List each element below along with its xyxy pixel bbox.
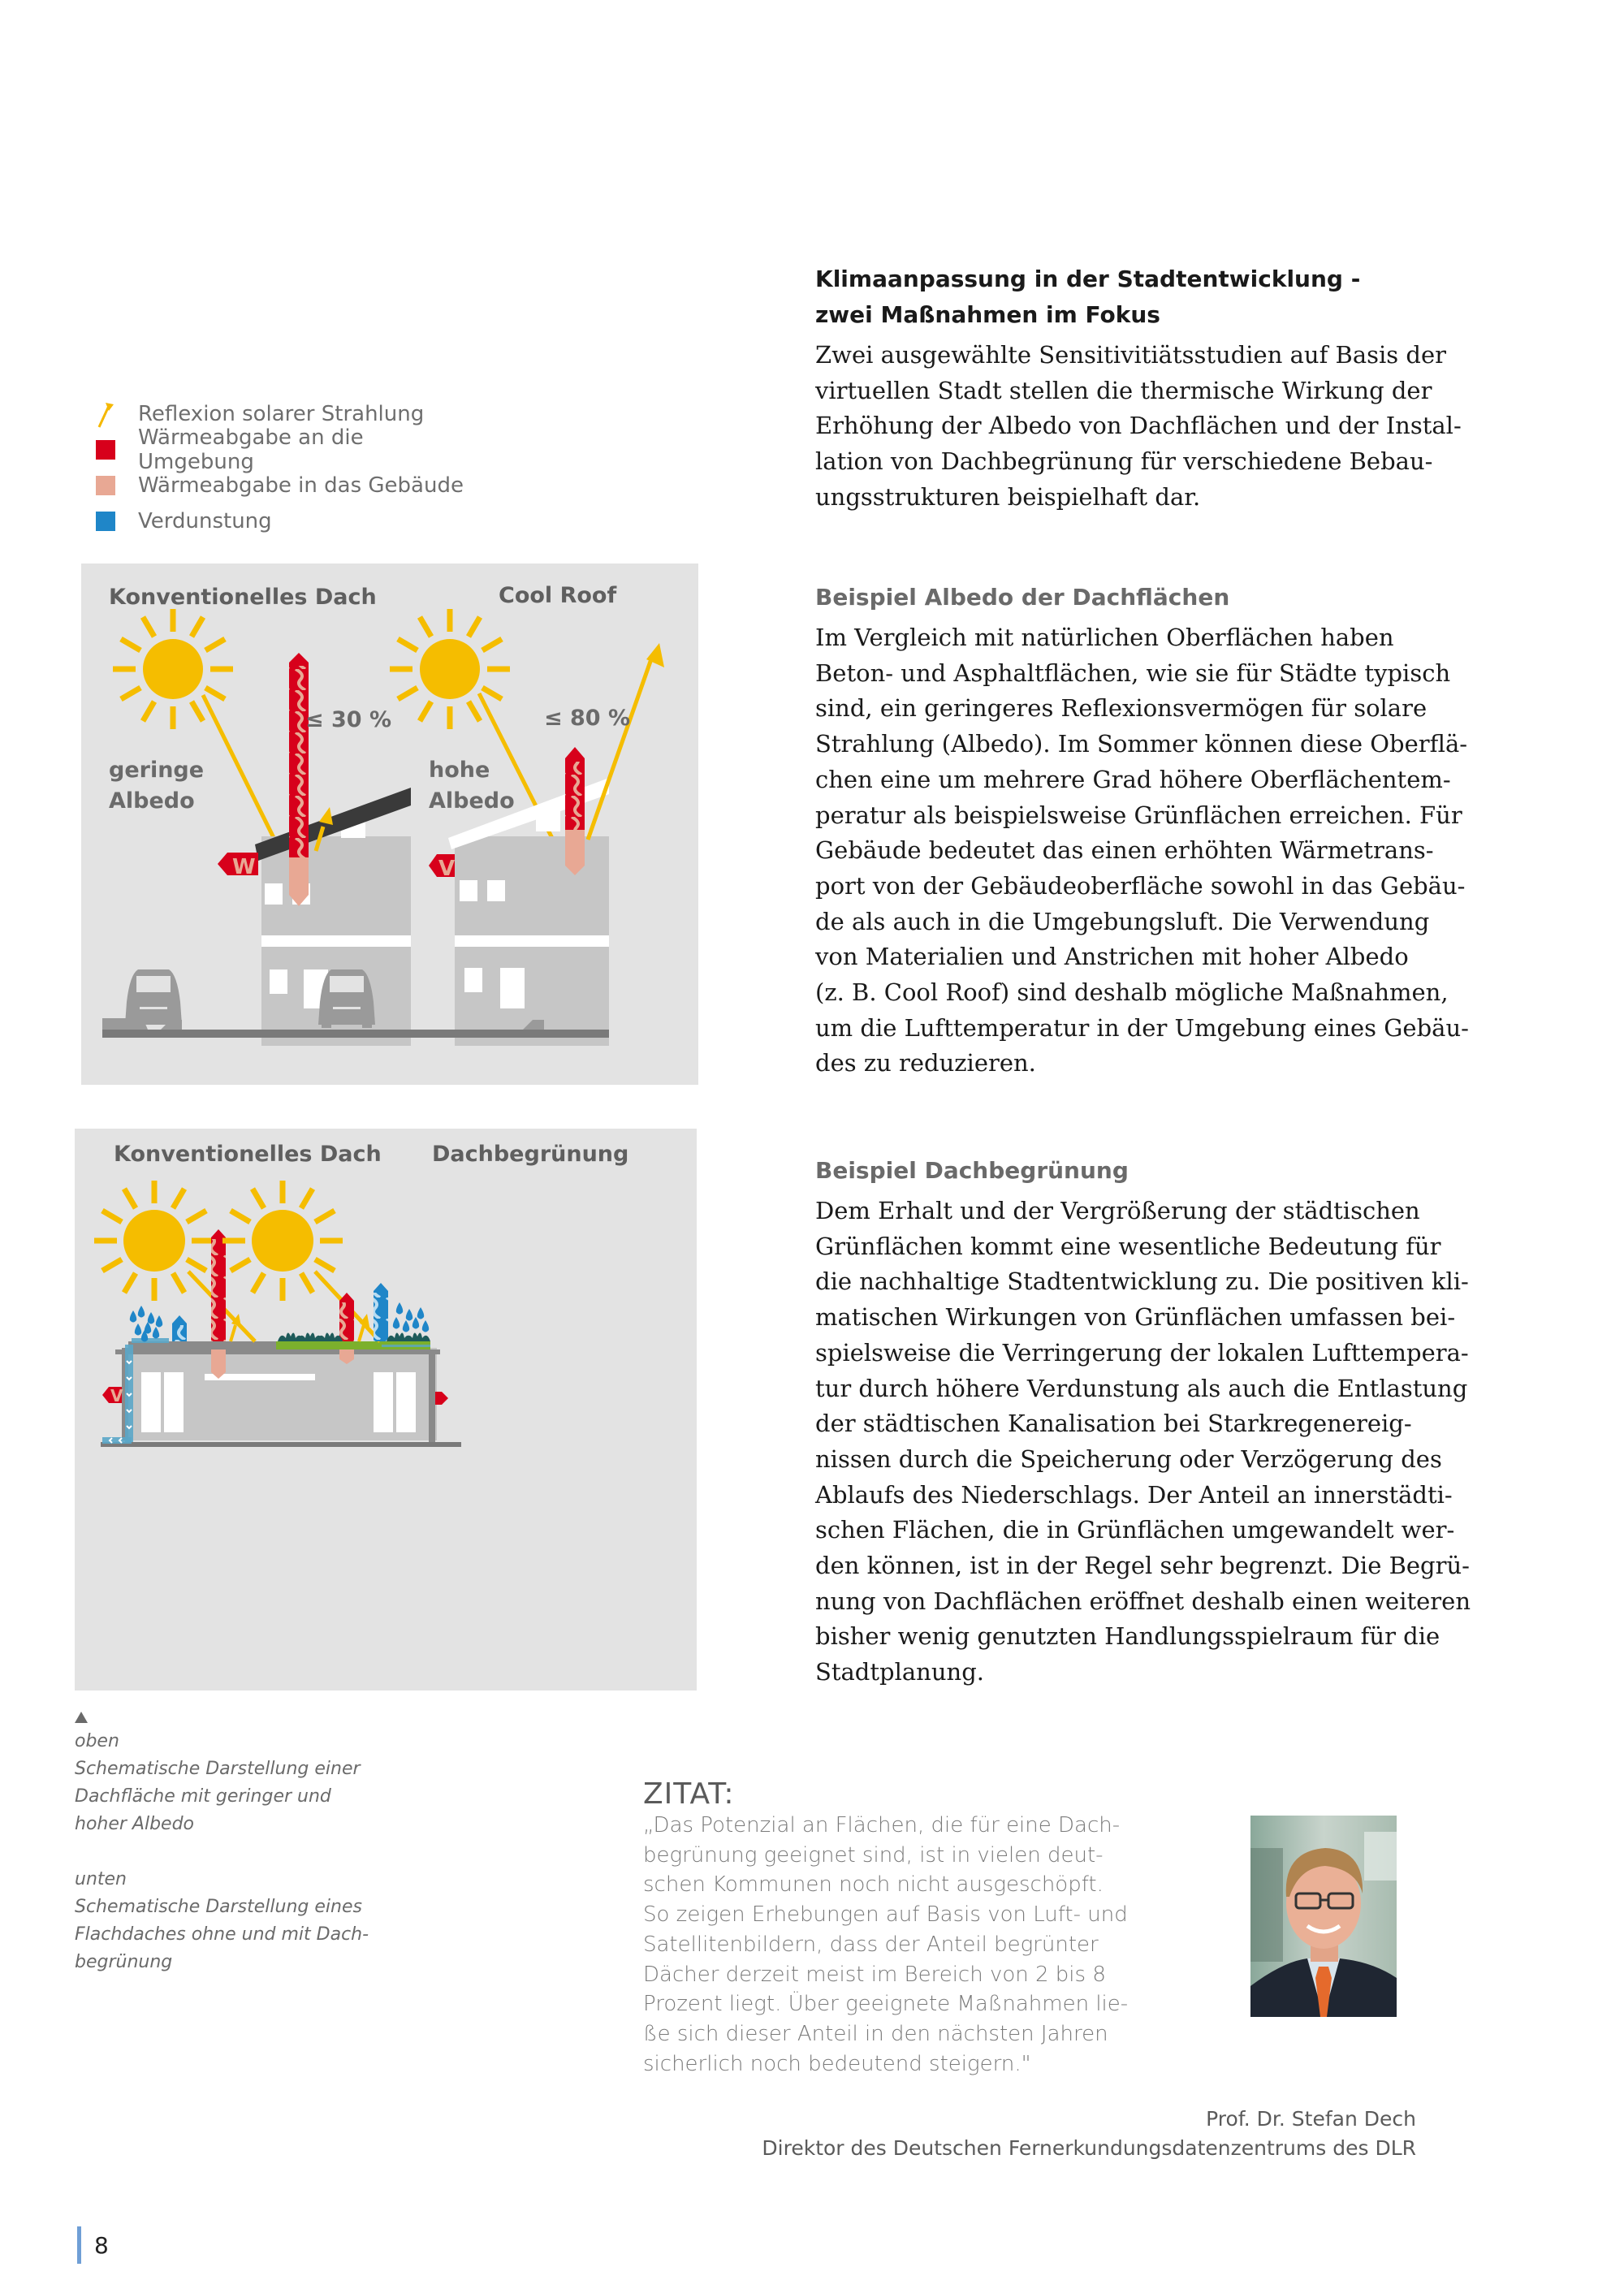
text-line: des zu reduzieren.: [815, 1049, 1036, 1077]
page-number: [77, 2226, 109, 2264]
label-green-roof: Dachbegrünung: [432, 1142, 629, 1167]
up-triangle-icon: [75, 1712, 88, 1723]
quote-line: begrünung geeignet sind, ist in vielen deut-: [643, 1842, 1104, 1868]
quote-line: Prozent liegt. Über geeignete Maßnahmen lie-: [643, 1992, 1129, 2017]
text-line: Dem Erhalt und der Vergrößerung der städtischen: [815, 1197, 1420, 1224]
quote-text: [643, 1811, 1212, 2079]
diagram-legend: [96, 396, 486, 539]
albedo-diagram: [81, 564, 698, 1085]
heat-out-arrow: [565, 747, 585, 836]
text-line: Zwei ausgewählte Sensitivitiätsstudien auf Basis der: [815, 341, 1446, 369]
ground: [296, 1030, 609, 1038]
article-title: [815, 261, 1530, 333]
label-cool-roof: Cool Roof: [499, 583, 617, 608]
caption-line: hoher Albedo: [75, 1814, 195, 1834]
green-roof-diagram: [75, 1129, 697, 1691]
salmon-square-icon: [96, 476, 115, 495]
quote-line: schen Kommunen noch nicht ausgeschöpft.: [643, 1872, 1104, 1898]
reflection-value-high: ≤ 80 %: [544, 706, 631, 731]
legend-item-heat-in: [96, 468, 486, 503]
figure-caption: [75, 1712, 400, 1976]
section-paragraph: [815, 1194, 1530, 1691]
quote-title: ZITAT:: [643, 1777, 735, 1811]
sun-icon: [390, 609, 510, 729]
reflection-arrow-large: [588, 643, 664, 840]
note-line: Albedo: [109, 788, 195, 814]
text-line: Strahlung (Albedo). Im Sommer können diese Oberflä-: [815, 730, 1468, 758]
rain-drops: [393, 1302, 429, 1332]
legend-label: Wärmeabgabe an die Umgebung: [138, 425, 364, 474]
text-line: ungsstrukturen beispielhaft dar.: [815, 482, 1201, 511]
side-heat-arrow: [218, 853, 258, 879]
note-line: Albedo: [429, 788, 515, 814]
text-line: lation von Dachbegrünung für verschiedene Bebau-: [815, 447, 1433, 476]
text-line: tur durch höhere Verdunstung als auch die Entlastung: [815, 1374, 1468, 1402]
svg-text:V: V: [110, 1386, 123, 1406]
author-name: Prof. Dr. Stefan Dech: [1206, 2107, 1416, 2131]
evaporation-arrow-small: [172, 1315, 187, 1341]
text-line: nung von Dachflächen eröffnet deshalb einen weiteren: [815, 1587, 1471, 1615]
text-line: um die Lufttemperatur in der Umgebung eines Gebäu-: [815, 1013, 1469, 1042]
legend-item-heat-out: [96, 425, 486, 474]
article-intro: [815, 261, 1530, 516]
text-line: sind, ein geringeres Reflexionsvermögen für solare: [815, 694, 1427, 723]
heat-out-arrow: [339, 1293, 354, 1341]
quote-line: „Das Potenzial an Flächen, die für eine Dach-: [643, 1813, 1121, 1837]
note-line: geringe: [109, 758, 205, 783]
heat-out-arrow: [211, 1229, 226, 1341]
text-line: Gebäude bedeutet das einen erhöhten Wärmetrans-: [815, 836, 1434, 865]
text-line: chen eine um mehrere Grad höhere Oberflächentem-: [815, 765, 1451, 793]
legend-label: Verdunstung: [138, 509, 272, 533]
section-title: Beispiel Albedo der Dachflächen: [815, 584, 1230, 611]
text-line: bisher wenig genutzten Handlungsspielraum für die: [815, 1622, 1440, 1651]
text-line: Erhöhung der Albedo von Dachflächen und der Instal-: [815, 412, 1462, 440]
text-line: Ablaufs des Niederschlags. Der Anteil an innerstädti-: [815, 1480, 1453, 1509]
car-icon: [318, 969, 375, 1028]
svg-text:V: V: [438, 857, 456, 881]
section-paragraph: [815, 620, 1530, 1082]
author-portrait: [1250, 1816, 1397, 2017]
text-line: Stadtplanung.: [815, 1658, 984, 1686]
section-albedo: [815, 581, 1530, 1082]
text-line: Im Vergleich mit natürlichen Oberflächen haben: [815, 624, 1394, 651]
side-heat-arrow: [429, 854, 455, 881]
text-line: der städtischen Kanalisation bei Starkregenereig-: [815, 1410, 1412, 1438]
side-heat-arrow: [102, 1386, 123, 1406]
caption-label-bottom: unten: [75, 1869, 127, 1889]
caption-line: Schematische Darstellung eines: [75, 1897, 362, 1917]
quote-line: So zeigen Erhebungen auf Basis von Luft- und: [643, 1902, 1128, 1928]
yellow-arrow-icon: [96, 399, 115, 429]
quote-attribution: [762, 2105, 1416, 2163]
page-marker-bar: [77, 2226, 81, 2264]
heat-out-arrow: [289, 653, 309, 866]
ground: [101, 1442, 461, 1447]
page-number-text: 8: [94, 2231, 109, 2259]
caption-line: Flachdaches ohne und mit Dach-: [75, 1924, 369, 1945]
quote-line: Satellitenbildern, dass der Anteil begrünter: [643, 1932, 1099, 1957]
text-line: den können, ist in der Regel sehr begrenzt. Die Begrü-: [815, 1552, 1470, 1580]
heat-in-arrow: [565, 830, 585, 875]
note-line: hohe: [429, 758, 490, 783]
text-line: de als auch in die Umgebungsluft. Die Verwendung: [815, 907, 1430, 935]
note-low-albedo: [109, 755, 204, 817]
text-line: schen Flächen, die in Grünflächen umgewandelt wer-: [815, 1516, 1455, 1544]
car-icon: [125, 969, 182, 1028]
caption-label-top: oben: [75, 1731, 119, 1751]
text-line: (z. B. Cool Roof) sind deshalb mögliche Maßnahmen,: [815, 978, 1449, 1007]
note-high-albedo: [429, 755, 515, 817]
text-line: virtuellen Stadt stellen die thermische Wirkung der: [815, 376, 1432, 404]
text-line: von Materialien und Anstrichen mit hoher Albedo: [815, 943, 1409, 971]
quote-block: [643, 1778, 1212, 2079]
caption-line: begrünung: [75, 1952, 173, 1972]
evaporation-arrow-large: [374, 1283, 388, 1341]
albedo-illustration: [81, 564, 698, 1085]
legend-label: Wärmeabgabe in das Gebäude: [138, 473, 464, 498]
sun-icon: [113, 609, 233, 729]
label-conventional-roof: Konventionelles Dach: [114, 1142, 382, 1167]
text-line: Beton- und Asphaltflächen, wie sie für Städte typisch: [815, 659, 1451, 687]
author-role: Direktor des Deutschen Fernerkundungsdatenzentrums des DLR: [762, 2136, 1416, 2160]
legend-item-evaporation: [96, 503, 486, 539]
title-line: zwei Maßnahmen im Fokus: [815, 301, 1160, 328]
text-line: peratur als beispielsweise Grünflächen erreichen. Für: [815, 801, 1462, 829]
intro-paragraph: [815, 338, 1530, 516]
rain-drops: [130, 1306, 162, 1342]
quote-line: sicherlich noch bedeutend steigern.": [643, 2051, 1031, 2076]
svg-text:W: W: [232, 855, 256, 879]
section-green-roof: [815, 1155, 1530, 1691]
portrait-photo: [1250, 1816, 1397, 2017]
section-title: Beispiel Dachbegrünung: [815, 1157, 1129, 1184]
text-line: spielsweise die Verringerung der lokalen Lufttempera-: [815, 1338, 1469, 1367]
label-conventional-roof: Konventionelles Dach: [109, 585, 377, 610]
title-line: Klimaanpassung in der Stadtentwicklung -: [815, 266, 1361, 292]
quote-line: ße sich dieser Anteil in den nächsten Jahren: [643, 2021, 1108, 2046]
text-line: die nachhaltige Stadtentwicklung zu. Die positiven kli-: [815, 1267, 1469, 1296]
text-line: nissen durch die Speicherung oder Verzögerung des: [815, 1444, 1442, 1473]
text-line: port von der Gebäudeoberfläche sowohl in das Gebäu-: [815, 871, 1466, 900]
text-line: Grünflächen kommt eine wesentliche Bedeutung für: [815, 1232, 1441, 1260]
side-heat-arrow: [435, 1392, 448, 1405]
quote-line: Dächer derzeit meist im Bereich von 2 bis 8: [643, 1962, 1106, 1987]
caption-line: Dachfläche mit geringer und: [75, 1786, 331, 1807]
caption-line: Schematische Darstellung einer: [75, 1759, 361, 1779]
text-line: matischen Wirkungen von Grünflächen umfassen bei-: [815, 1303, 1456, 1332]
green-roof-illustration: [75, 1129, 697, 1691]
legend-label: Reflexion solarer Strahlung: [138, 402, 425, 426]
red-square-icon: [96, 440, 115, 460]
reflection-value-low: ≤ 30 %: [305, 707, 392, 732]
blue-square-icon: [96, 512, 115, 531]
